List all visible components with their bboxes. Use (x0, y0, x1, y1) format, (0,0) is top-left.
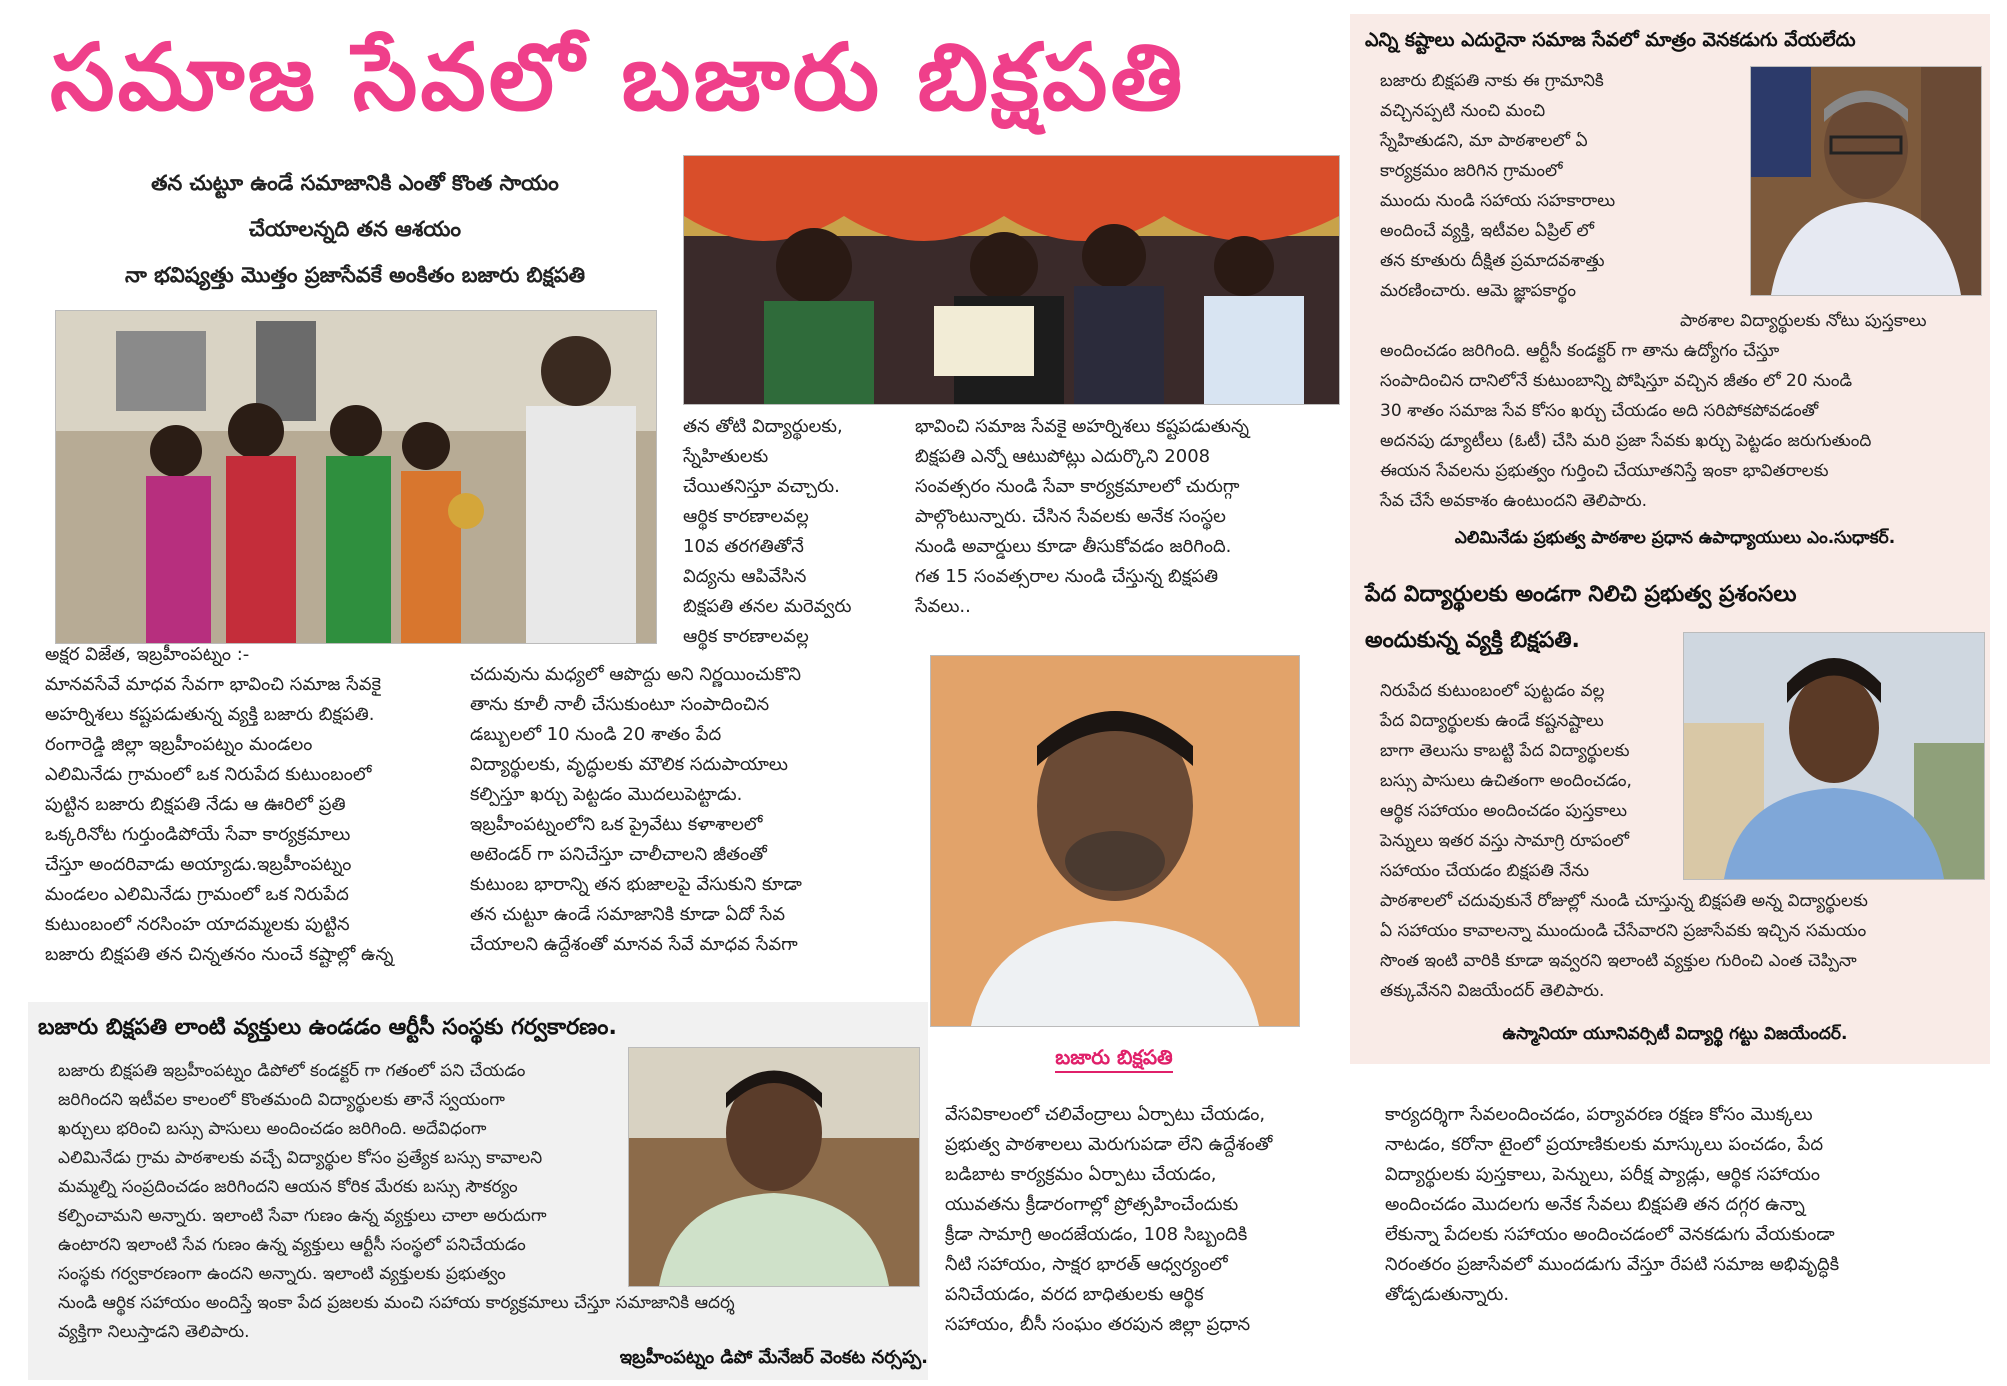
article-line: ఆర్థిక కారణాలవల్ల (683, 506, 809, 527)
rtc-box (28, 1002, 928, 1380)
article-line: అహర్నిశలు కష్టపడుతున్న వ్యక్తి బజారు బిక్షపతి. (45, 704, 375, 725)
article-line: కల్పిస్తూ ఖర్చు పెట్టడం మొదలుపెట్టాడు. (470, 784, 743, 805)
student-line: తక్కువేనని విజయేందర్ తెలిపారు. (1380, 981, 1605, 1001)
article-line: 10వ తరగతితోనే (683, 536, 804, 557)
teacher-credit: ఎలిమినేడు ప్రభుత్వ పాఠశాల ప్రధాన ఉపాధ్యాయులు ఎం.సుధాకర్. (1454, 528, 1896, 548)
article-line: చదువును మధ్యలో ఆపొద్దు అని నిర్ణయించుకొని (470, 664, 801, 685)
article-line: తోడ్పడుతున్నారు. (1385, 1284, 1510, 1305)
article-line: విద్యను ఆపివేసిన (683, 566, 807, 587)
rtc-credit: ఇబ్రహీంపట్నం డిపో మేనేజర్ వెంకట నర్సప్ప. (619, 1347, 928, 1368)
article-line: గత 15 సంవత్సరాల నుండి చేస్తున్న బిక్షపతి (915, 566, 1219, 587)
rtc-text-wide (58, 1289, 923, 1347)
article-line: పనిచేయడం, వరద బాధితులకు ఆర్థిక (945, 1284, 1204, 1305)
teacher-line: అదనపు డ్యూటీలు (ఓటీ) చేసి మరి ప్రజా సేవకు ఖర్చు పెట్టడం జరుగుతుంది (1380, 431, 1872, 451)
rtc-line: ఖర్చులు భరించి బస్సు పాసులు అందించడం జరిగింది. అదేవిధంగా (58, 1119, 487, 1139)
article-line: ఒక్కరినోట గుర్తుండిపోయే సేవా కార్యక్రమాలు (45, 824, 351, 845)
article-line: నాటడం, కరోనా టైంలో ప్రయాణికులకు మాస్కులు పంచడం, పేద (1385, 1134, 1824, 1155)
article-line: భావించి సమాజ సేవకై అహర్నిశలు కష్టపడుతున్న (915, 416, 1249, 437)
student-line: సొంత ఇంటి వారికి కూడా ఇవ్వరని ఇలాంటి వ్యక్తుల గురించి ఎంత చెప్పినా (1380, 951, 1857, 971)
teacher-line: ముందు నుండి సహాయ సహకారాలు (1380, 191, 1616, 211)
photo-children-award (55, 310, 657, 644)
article-line: తన తోటి విద్యార్థులకు, (683, 416, 843, 437)
article-line: ఎలిమినేడు గ్రామంలో ఒక నిరుపేద కుటుంబంలో (45, 764, 372, 785)
student-line: ఆర్థిక సహాయం అందించడం పుస్తకాలు (1380, 801, 1627, 821)
rtc-line: మమ్మల్ని సంప్రదించడం జరిగిందని ఆయన కోరిక మేరకు బస్సు సౌకర్యం (58, 1177, 518, 1197)
teacher-heading: ఎన్ని కష్టాలు ఎదురైనా సమాజ సేవలో మాత్రం వెనకడుగు వేయలేదు (1365, 29, 1856, 51)
student-line: పేద విద్యార్థులకు ఉండే కష్టనష్టాలు (1380, 711, 1604, 731)
article-line: సేవలు.. (915, 596, 971, 617)
article-line: నిరంతరం ప్రజాసేవలో ముందడుగు వేస్తూ రేపటి సమాజ అభివృద్ధికి (1385, 1254, 1840, 1275)
article-line: విద్యార్థులకు, వృద్ధులకు మౌలిక సదుపాయాలు (470, 754, 788, 775)
article-line: పాల్గొంటున్నారు. చేసిన సేవలకు అనేక సంస్థల (915, 506, 1226, 527)
article-line: బిక్షపతి తనల మరెవ్వరు (683, 596, 852, 617)
student-line: నిరుపేద కుటుంబంలో పుట్టడం వల్ల (1380, 681, 1605, 701)
student-line: ఏ సహాయం కావాలన్నా ముందుండి చేసేవారని ప్రజాసేవకు ఇచ్చిన సమయం (1380, 921, 1867, 941)
article-col-2-top (683, 412, 903, 652)
rtc-line: వ్యక్తిగా నిలుస్తాడని తెలిపారు. (58, 1322, 250, 1342)
article-line: నీటి సహాయం, సాక్షర భారత్ ఆధ్వర్యంలో (945, 1254, 1228, 1275)
rtc-line: సంస్థకు గర్వకారణంగా ఉందని అన్నారు. ఇలాంటి వ్యక్తులకు ప్రభుత్వం (58, 1264, 506, 1284)
teacher-line: ఈయన సేవలను ప్రభుత్వం గుర్తించి చేయూతనిస్తే ఇంకా భావితరాలకు (1380, 461, 1829, 481)
article-line: అటెండర్ గా పనిచేస్తూ చాలీచాలని జీతంతో (470, 844, 767, 865)
article-line: నుండి అవార్డులు కూడా తీసుకోవడం జరిగింది. (915, 536, 1232, 557)
article-line: స్నేహితులకు (683, 446, 769, 467)
teacher-box (1350, 14, 1990, 564)
article-line: రంగారెడ్డి జిల్లా ఇబ్రహీంపట్నం మండలం (45, 734, 313, 755)
article-col-1 (45, 640, 485, 970)
article-col-2-bottom (470, 660, 900, 960)
student-line: పాఠశాలలో చదువుకునే రోజుల్లో నుండి చూస్తున్న బిక్షపతి అన్న విద్యార్థులకు (1380, 891, 1868, 911)
subhead-line: తన చుట్టూ ఉండే సమాజానికి ఎంతో కొంత సాయం (151, 171, 559, 195)
article-line: తాను కూలీ నాలీ చేసుకుంటూ సంపాదించిన (470, 694, 770, 715)
subhead-line: చేయాలన్నది తన ఆశయం (248, 217, 462, 241)
article-line: మానవసేవే మాధవ సేవగా భావించి సమాజ సేవకై (45, 674, 381, 695)
student-text-wide (1380, 886, 1985, 1006)
rtc-line: నుండి ఆర్థిక సహాయం అందిస్తే ఇంకా పేద ప్రజలకు మంచి సహాయ కార్యక్రమాలు చేస్తూ సమాజానికి ఆదర్శ (58, 1293, 735, 1313)
teacher-line: అందించడం జరిగింది. ఆర్టీసీ కండక్టర్ గా తాను ఉద్యోగం చేస్తూ (1380, 341, 1780, 361)
teacher-line: పాఠశాల విద్యార్థులకు నోటు పుస్తకాలు (1680, 311, 1927, 331)
article-line: ప్రభుత్వ పాఠశాలలు మెరుగుపడా లేని ఉద్దేశంతో (945, 1134, 1273, 1155)
student-line: బస్సు పాసులు ఉచితంగా అందించడం, (1380, 771, 1632, 791)
rtc-line: బజారు బిక్షపతి ఇబ్రహీంపట్నం డిపోలో కండక్టర్ గా గతంలో పని చేయడం (58, 1061, 526, 1081)
article-line: కుటుంబంలో నరసింహ యాదమ్మలకు పుట్టిన (45, 914, 350, 935)
student-box (1350, 564, 1990, 1064)
student-line: బాగా తెలుసు కాబట్టి పేద విద్యార్థులకు (1380, 741, 1630, 761)
article-line: వేసవికాలంలో చలివేంద్రాలు ఏర్పాటు చేయడం, (945, 1104, 1266, 1125)
teacher-line: తన కూతురు దీక్షిత ప్రమాదవశాత్తు (1380, 251, 1605, 271)
student-line: సహాయం చేయడం బిక్షపతి నేను (1380, 861, 1590, 881)
article-line: కార్యదర్శిగా సేవలందించడం, పర్యావరణ రక్షణ కోసం మొక్కలు (1385, 1104, 1813, 1125)
article-line: సహాయం, బీసీ సంఘం తరపున జిల్లా ప్రధాన (945, 1314, 1251, 1335)
article-col-3-top (915, 412, 1340, 622)
article-line: ఇబ్రహీంపట్నంలోని ఒక ప్రైవేటు కళాశాలలో (470, 814, 763, 835)
teacher-line: సేవ చేసే అవకాశం ఉంటుందని తెలిపారు. (1380, 491, 1648, 511)
article-line: పుట్టిన బజారు బిక్షపతి నేడు ఆ ఊరిలో ప్రతి (45, 794, 346, 815)
rtc-text (58, 1057, 658, 1289)
article-line: తన చుట్టూ ఉండే సమాజానికి కూడా ఏదో సేవ (470, 904, 786, 925)
teacher-text (1380, 66, 1735, 306)
article-line: మండలం ఎలిమినేడు గ్రామంలో ఒక నిరుపేద (45, 884, 349, 905)
article-line: బడిబాట కార్యక్రమం ఏర్పాటు చేయడం, (945, 1164, 1217, 1185)
teacher-text-wide (1380, 306, 1985, 516)
teacher-line: మరణించారు. ఆమె జ్ఞాపకార్థం (1380, 281, 1576, 301)
portrait-caption: బజారు బిక్షపతి (1055, 1045, 1172, 1073)
teacher-line: 30 శాతం సమాజ సేవ కోసం ఖర్చు చేయడం అది సరిపోకపోవడంతో (1380, 401, 1819, 421)
article-line: అందించడం మొదలగు అనేక సేవలు బిక్షపతి తన దగ్గర ఉన్నా (1385, 1194, 1805, 1215)
subheads (55, 160, 655, 298)
subhead-line: నా భవిష్యత్తు మొత్తం ప్రజాసేవకే అంకితం బజారు బిక్షపతి (124, 263, 586, 287)
article-line: క్రీడా సామాగ్రి అందజేయడం, 108 సిబ్బందికి (945, 1224, 1248, 1245)
article-line: విద్యార్థులకు పుస్తకాలు, పెన్నులు, పరీక్ష ప్యాడ్లు, ఆర్థిక సహాయం (1385, 1164, 1820, 1185)
article-line: కుటుంబ భారాన్ని తన భుజాలపై వేసుకుని కూడా (470, 874, 802, 895)
article-line: చేయితనిస్తూ వచ్చారు. (683, 476, 840, 497)
rtc-line: ఎలిమినేడు గ్రామ పాఠశాలకు వచ్చే విద్యార్థుల కోసం ప్రత్యేక బస్సు కావాలని (58, 1148, 543, 1168)
rtc-line: జరిగిందని ఇటీవల కాలంలో కొంతమంది విద్యార్థులకు తానే స్వయంగా (58, 1090, 505, 1110)
rtc-heading: బజారు బిక్షపతి లాంటి వ్యక్తులు ఉండడం ఆర్టీసీ సంస్థకు గర్వకారణం. (38, 1015, 617, 1040)
article-line: చేయాలని ఉద్దేశంతో మానవ సేవే మాధవ సేవగా (470, 934, 798, 955)
photo-depot-manager (628, 1047, 920, 1287)
article-line: ఆర్థిక కారణాలవల్ల (683, 626, 809, 647)
article-line: బజారు బిక్షపతి తన చిన్నతనం నుంచే కష్టాల్లో ఉన్న (45, 944, 394, 965)
photo-student (1683, 632, 1985, 880)
teacher-line: స్నేహితుడని, మా పాఠశాలలో ఏ (1380, 131, 1588, 151)
article-line: చేస్తూ అందరివాడు అయ్యాడు.ఇబ్రహీంపట్నం (45, 854, 352, 875)
article-line: అక్షర విజేత, ఇబ్రహీంపట్నం :- (45, 644, 250, 665)
rtc-line: కల్పించామని అన్నారు. ఇలాంటి సేవా గుణం ఉన్న వ్యక్తులు చాలా అరుదుగా (58, 1206, 547, 1226)
article-line: డబ్బులలో 10 నుండి 20 శాతం పేద (470, 724, 722, 745)
article-line: బిక్షపతి ఎన్నో ఆటుపోట్లు ఎదుర్కొని 2008 (915, 446, 1211, 467)
article-line: లేకున్నా పేదలకు సహాయం అందించడంలో వెనకడుగు వేయకుండా (1385, 1224, 1835, 1245)
student-heading-line: అందుకున్న వ్యక్తి బిక్షపతి. (1365, 628, 1580, 653)
teacher-line: అందించే వ్యక్తి, ఇటీవల ఏప్రిల్ లో (1380, 221, 1595, 241)
photo-award-ceremony (683, 155, 1340, 405)
photo-headmaster (1750, 66, 1982, 296)
teacher-line: సంపాదించిన దానిలోనే కుటుంబాన్ని పోషిస్తూ వచ్చిన జీతం లో 20 నుండి (1380, 371, 1853, 391)
teacher-line: కార్యక్రమం జరిగిన గ్రామంలో (1380, 161, 1563, 181)
article-line: యువతను క్రీడారంగాల్లో ప్రోత్సహించేందుకు (945, 1194, 1239, 1215)
student-heading-line: పేద విద్యార్థులకు అండగా నిలిచి ప్రభుత్వ ప్రశంసలు (1365, 582, 1797, 607)
student-credit: ఉస్మానియా యూనివర్సిటీ విద్యార్థి గట్టు విజయేందర్. (1502, 1024, 1848, 1044)
article-col-4-bottom (1385, 1100, 1985, 1310)
rtc-line: ఉంటారని ఇలాంటి సేవ గుణం ఉన్న వ్యక్తులు ఆర్టీసీ సంస్థలో పనిచేయడం (58, 1235, 526, 1255)
teacher-line: వచ్చినప్పటి నుంచి మంచి (1380, 101, 1546, 121)
article-col-3-bottom (945, 1100, 1345, 1340)
teacher-line: బజారు బిక్షపతి నాకు ఈ గ్రామానికి (1380, 71, 1604, 91)
photo-bazaru-bikshapathi (930, 655, 1300, 1027)
article-line: సంవత్సరం నుండి సేవా కార్యక్రమాలలో చురుగ్గా (915, 476, 1240, 497)
headline: సమాజ సేవలో బజారు బిక్షపతి (50, 24, 1186, 131)
student-line: పెన్నులు ఇతర వస్తు సామాగ్రి రూపంలో (1380, 831, 1629, 851)
